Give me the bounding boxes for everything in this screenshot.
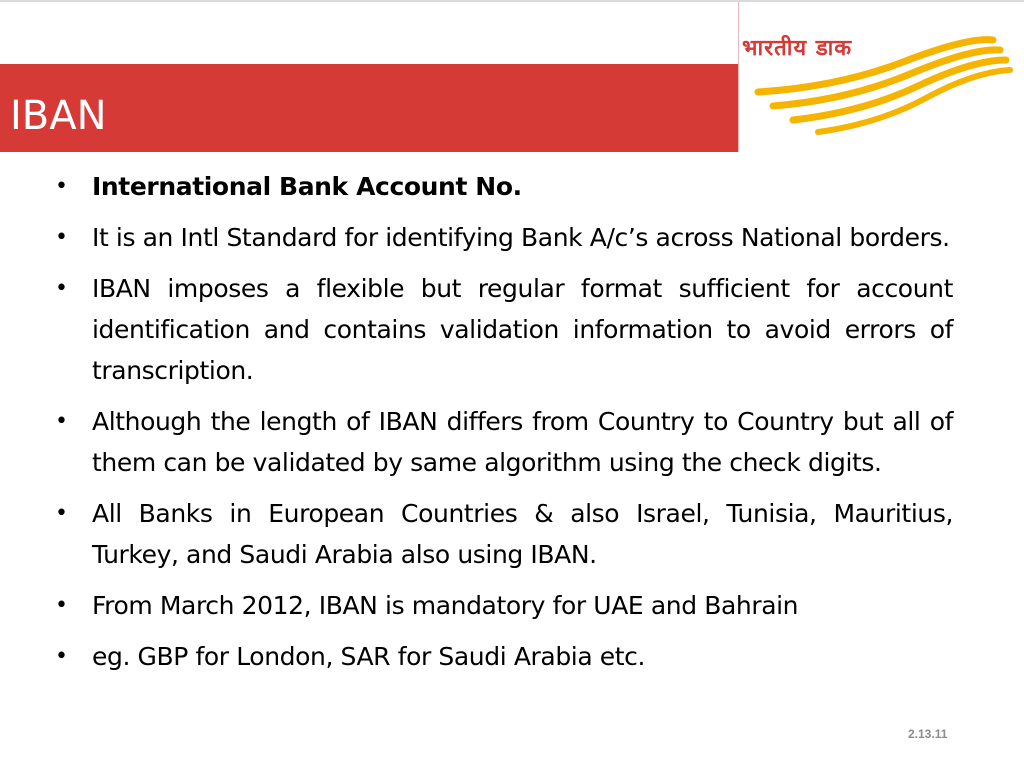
bullet-list	[55, 166, 953, 677]
bullet-text: International Bank Account No.	[92, 172, 522, 201]
bullet-marker-icon: •	[55, 174, 68, 199]
slide-number: 2.13.11	[908, 727, 948, 741]
bullet-text: From March 2012, IBAN is mandatory for UAE and Bahrain	[92, 591, 799, 620]
bullet-text: Although the length of IBAN differs from Country to Country but all of them can be validated by same algorithm using the check digits.	[92, 407, 953, 477]
bullet-item	[55, 401, 953, 483]
bullet-item	[55, 166, 953, 207]
india-post-emblem-icon	[738, 2, 1024, 152]
slide-content	[55, 166, 953, 687]
bullet-marker-icon: •	[55, 644, 68, 669]
bullet-text: IBAN imposes a flexible but regular format sufficient for account identification and contains validation information to avoid errors of transcription.	[92, 274, 953, 385]
bullet-item	[55, 217, 953, 258]
bullet-item	[55, 493, 953, 575]
slide-title: IBAN	[10, 93, 107, 139]
bullet-item	[55, 636, 953, 677]
bullet-marker-icon: •	[55, 225, 68, 250]
bullet-marker-icon: •	[55, 501, 68, 526]
logo-text: भारतीय डाक	[742, 36, 853, 61]
india-post-logo	[738, 2, 1024, 152]
bullet-marker-icon: •	[55, 593, 68, 618]
bullet-item	[55, 268, 953, 391]
bullet-marker-icon: •	[55, 409, 68, 434]
bullet-text: All Banks in European Countries & also Israel, Tunisia, Mauritius, Turkey, and Saudi Arabia also using IBAN.	[92, 499, 953, 569]
bullet-text: It is an Intl Standard for identifying Bank A/c’s across National borders.	[92, 223, 950, 252]
bullet-marker-icon: •	[55, 276, 68, 301]
bullet-text: eg. GBP for London, SAR for Saudi Arabia etc.	[92, 642, 646, 671]
bullet-item	[55, 585, 953, 626]
